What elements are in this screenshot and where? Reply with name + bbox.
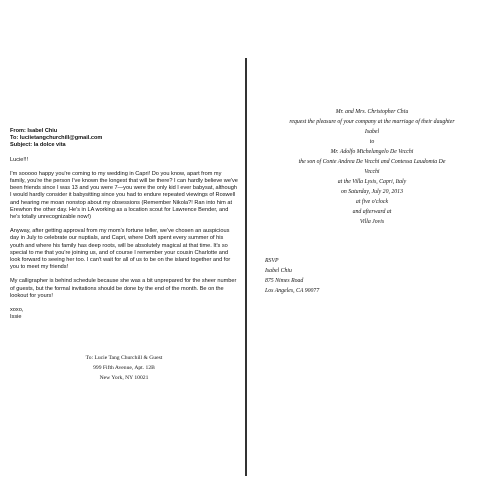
rsvp-block (265, 256, 465, 296)
rsvp-line: 875 Nimes Road (265, 278, 304, 284)
invitation-line: Villa Jovis (359, 219, 385, 225)
envelope-line-3: New York, NY 10021 (99, 375, 149, 381)
to-value: luciietangchurchill@gmail.com (19, 135, 103, 142)
invitation-line: to (369, 139, 375, 145)
subject-label: Subject: (10, 142, 33, 149)
email-closing: xoxo, (10, 307, 24, 314)
invitation-line: request the pleasure of your company at the marriage of their daughter (289, 119, 455, 125)
envelope-line-1: To: Lucie Tang Churchill & Guest (85, 355, 163, 361)
rsvp-line: Los Angeles, CA 90077 (265, 288, 320, 294)
invitation-line: and afterward at (352, 209, 392, 215)
invitation-line: Isabel (364, 129, 380, 135)
rsvp-line: Isabel Chiu (265, 268, 292, 274)
invitation-line: Mr. Adolfo Michelangelo De Vecchi (330, 149, 414, 155)
subject-value: la dolce vita (33, 142, 66, 149)
wedding-invitation (252, 107, 492, 227)
email-salutation: Lucie!!! (10, 156, 29, 163)
from-value: Isabel Chiu (27, 128, 58, 134)
envelope-address (10, 353, 238, 383)
to-label: To: (10, 135, 19, 142)
invitation-line: Mr. and Mrs. Christopher Chiu (335, 109, 409, 115)
email-from (10, 128, 238, 135)
email-paragraph-2: Anyway, after getting approval from my mom's fortune teller, we've chosen an auspicious day in July to celebrate our nuptials, and Capri, where Dolfi spent every summer of his youth and where his family has deep roots, will be absolutely magical at that time. It's so special to me that you're joining us, and of course I remember your cousin Charlotte and look forward to seeing her too. I can't wait for all of us to be on the island together and for you to meet my friends! (10, 228, 231, 271)
envelope-line-2: 999 Fifth Avenue, Apt. 12B (93, 365, 155, 371)
email-signature: Issie (10, 314, 22, 321)
invitation-line: on Saturday, July 20, 2013 (341, 189, 403, 195)
rsvp-line: RSVP (265, 258, 279, 264)
invitation-line: the son of Conte Andrea De Vecchi and Contessa Laudomia De (298, 159, 446, 165)
email-to (10, 135, 238, 142)
email-paragraph-1: I'm sooooo happy you're coming to my wedding in Capri! Do you know, apart from my family, you're the person I've known the longest that will be there? I can hardly believe we've been friends since I was 13 and you were 7—you were the only kid I ever babysat, although I would hardly consider it babysitting since you had to endure repeated viewings of Roswell and hearing me moan nonstop about my obsessions (Remember Nikola?! Ran into him at Erewhon the other day. He's in LA working as a location scout for Lawrence Bender, and he's totally unrecognizable now!) (10, 170, 238, 221)
email-message (10, 128, 238, 321)
email-paragraph-3: My calligrapher is behind schedule because she was a bit unprepared for the sheer number of guests, but the formal invitations should be done by the end of the month. Be on the lookout for yours! (10, 278, 237, 299)
from-label: From: (10, 128, 26, 134)
invitation-line: at the Villa Lysis, Capri, Italy (337, 179, 407, 185)
invitation-line: Vecchi (364, 169, 380, 175)
page-divider (245, 58, 247, 476)
email-subject (10, 142, 238, 149)
invitation-line: at five o'clock (355, 199, 389, 205)
